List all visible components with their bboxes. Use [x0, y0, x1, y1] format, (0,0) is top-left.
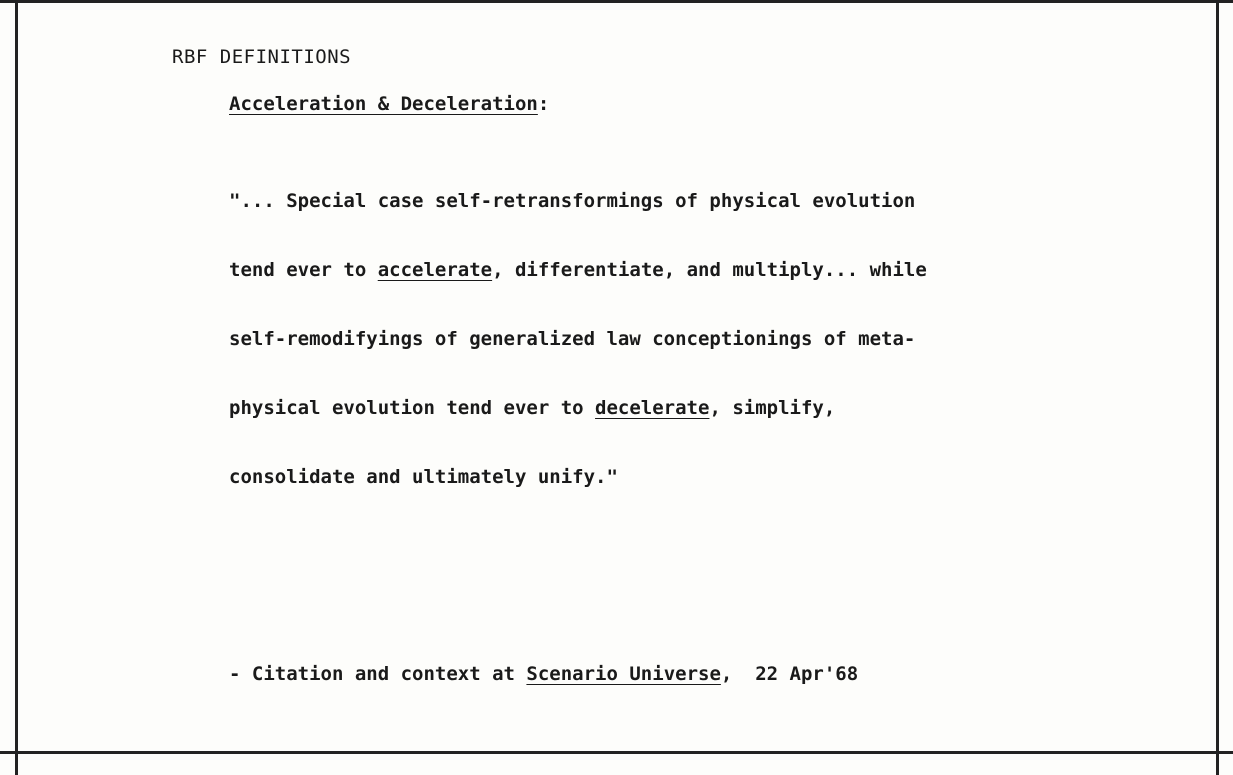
quote-text: tend ever to — [229, 259, 378, 281]
citation-source-link: Scenario Universe — [526, 663, 721, 685]
term-text: Acceleration & Deceleration — [229, 93, 538, 115]
card-right-border — [1216, 0, 1219, 775]
quote-text: consolidate and ultimately unify." — [229, 466, 618, 488]
card-top-border — [0, 0, 1233, 3]
quote-text: physical evolution tend ever to — [229, 397, 596, 419]
quote-line — [229, 328, 1129, 351]
emphasized-word: decelerate — [595, 397, 710, 419]
quote-line — [229, 466, 1129, 489]
quote-line — [229, 397, 1129, 420]
quote-block — [229, 144, 1129, 535]
quote-text: self-remodifyings of generalized law conceptionings of meta- — [229, 328, 916, 350]
card-header: RBF DEFINITIONS — [172, 46, 352, 68]
quote-text: , differentiate, and multiply... while — [492, 259, 927, 281]
quote-line — [229, 259, 1129, 282]
quote-line — [229, 190, 1129, 213]
term-heading — [229, 93, 549, 115]
citation-line — [229, 663, 858, 685]
card-bottom-border — [0, 751, 1233, 754]
card-left-border — [15, 0, 18, 775]
emphasized-word: accelerate — [377, 259, 493, 281]
citation-date: , 22 Apr'68 — [720, 663, 859, 685]
citation-prefix: - Citation and context at — [229, 663, 527, 685]
quote-text: "... Special case self-retransformings of physical evolution — [229, 190, 916, 212]
quote-text: , simplify, — [709, 397, 836, 419]
term-colon: : — [537, 93, 550, 115]
